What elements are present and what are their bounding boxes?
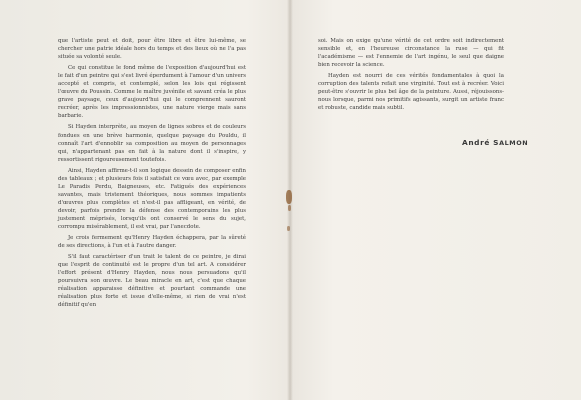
signature-first-name: André	[462, 138, 490, 147]
author-signature	[462, 138, 528, 147]
binding-stain	[287, 226, 290, 231]
paragraph: Si Hayden interprète, au moyen de lignes sobres et de couleurs fondues en une brève harmonie, quelque paysage du Pouldu, il connaît l'art d'ennoblir sa composition au moyen de personnages qui, n'appartenant pas en fait à la nature dont il s'inspire, y ressortissent rigoureusement toutefois.	[58, 124, 246, 163]
right-text-column	[318, 37, 504, 112]
paragraph: Hayden est nourri de ces vérités fondamentales à quoi la corruption des talents refait une virginité. Tout est à recréer. Voici peut-être s'ouvrir le plus bel âge de la peinture. Aussi, réjouissons-nous lorsque, parmi nos primitifs agissants, surgit un artiste franc et robuste, candide mais subtil.	[318, 73, 504, 112]
binding-stain	[288, 205, 291, 211]
binding-stain	[286, 190, 292, 204]
paragraph: Ainsi, Hayden affirme-t-il son logique dessein de composer enfin des tableaux ; et plusieurs fois il satisfait ce vœu avec, par exemple Le Paradis Perdu, Baigneuses, etc. Fatigués des expériences savantes, mais tristement théoriques, nous sommes impatients d'œuvres plus complètes et n'est-il pas affligeant, en vérité, de devoir, parfois prendre la défense des contemporains les plus justement méprisés, lorsqu'ils ont conservé le sens du sujet, corrompu misérablement, il est vrai, par l'anecdote.	[58, 167, 246, 231]
signature-last-initial: S	[493, 138, 500, 147]
paragraph: que l'artiste peut et doit, pour être libre et être lui-même, se chercher une patrie idéale hors du temps et des lieux où ne l'a pas située sa volonté seule.	[58, 38, 246, 61]
signature-last-rest: ALMON	[499, 139, 529, 147]
left-text-column	[58, 37, 246, 310]
paragraph: Ce qui constitue le fond même de l'exposition d'aujourd'hui est le fait d'un peintre qui s'est livré éperdument à l'amour d'un univers accepté et compris, et contemplé, selon les lois qui régissent l'œuvre du Poussin. Comme le maître juvénile et savant créa le plus grave paysage, ceux d'aujourd'hui qui le comprennent sauront recréer, après les impressionnistes, une nature vierge mais sans barbarie.	[58, 65, 246, 120]
paragraph: Je crois fermement qu'Henry Hayden échappera, par la sûreté de ses directions, à l'un et à l'autre danger.	[58, 235, 246, 250]
paragraph: S'il faut caractériser d'un trait le talent de ce peintre, je dirai que l'esprit de continuité est le propre d'un tel art. A considérer l'effort présent d'Henry Hayden, nous nous persuadons qu'il poursuivra son œuvre. Le beau miracle en art, c'est que chaque réalisation apparaisse définitive et pourtant commande une réalisation plus forte et issue d'elle-même, si rien de vrai n'est définitif qu'en	[58, 254, 246, 309]
paragraph: soi. Mais on exige qu'une vérité de cet ordre soit indirectement sensible et, en l'heureuse circonstance la ruse — qui fit l'académisme — est l'ennemie de l'art ingénu, le seul que daigne bien recevoir la science.	[318, 38, 504, 69]
